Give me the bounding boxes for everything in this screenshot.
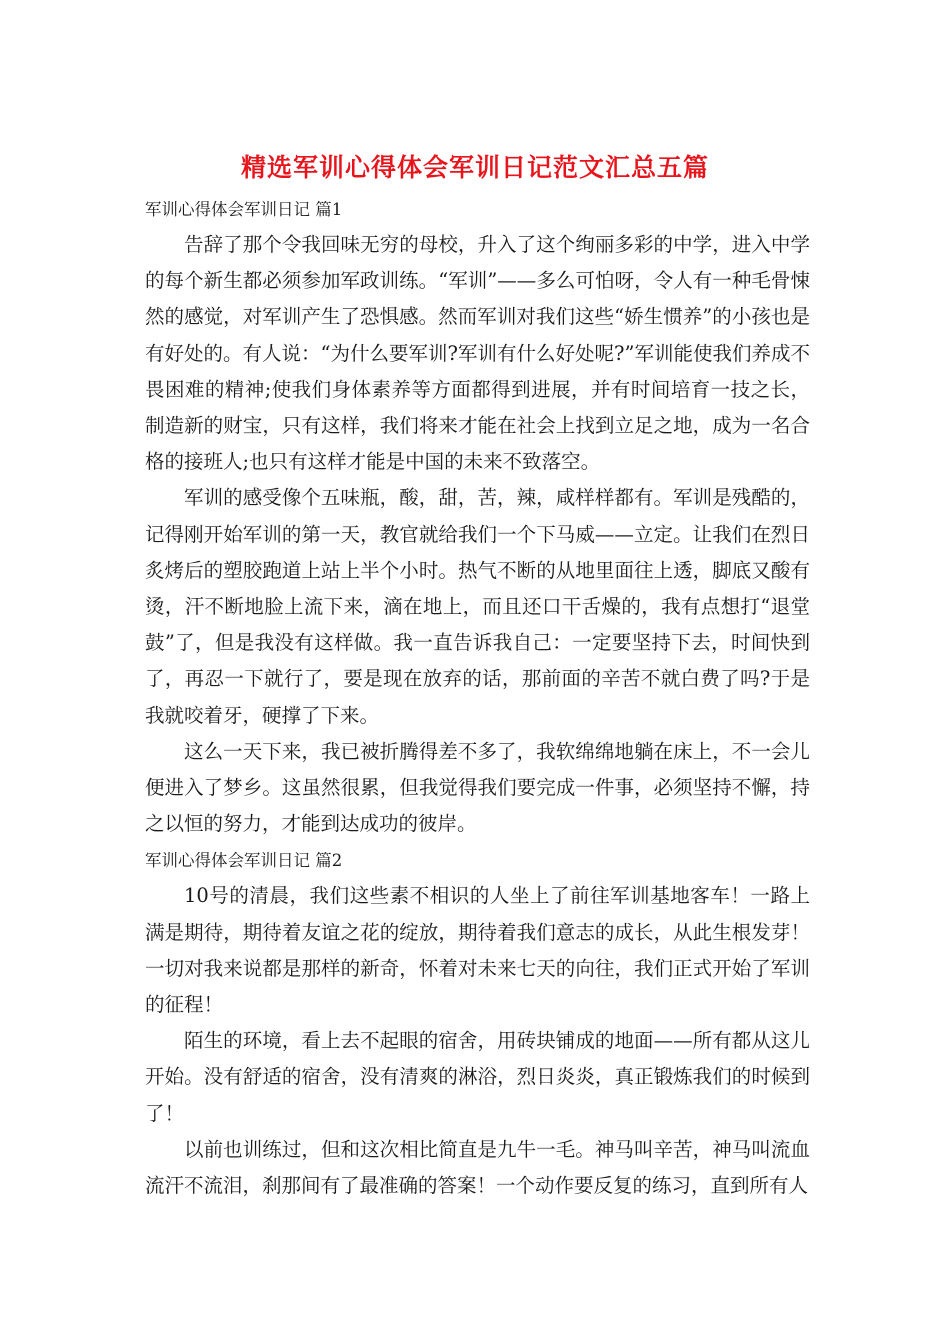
section-body bbox=[145, 878, 810, 1204]
section-heading: 军训心得体会军训日记 篇1 bbox=[145, 200, 343, 219]
section-1 bbox=[145, 197, 810, 842]
section-heading: 军训心得体会军训日记 篇2 bbox=[145, 851, 343, 871]
paragraph: 10号的清晨，我们这些素不相识的人坐上了前往军训基地客车！一路上满是期待，期待着友谊之花的绽放，期待着我们意志的成长，从此生根发芽！一切对我来说都是那样的新奇，怀着对未来七天的向往，我们正式开始了军训的征程！ bbox=[145, 884, 810, 1017]
paragraph: 以前也训练过，但和这次相比简直是九牛一毛。神马叫辛苦，神马叫流血流汗不流泪，刹那间有了最准确的答案！一个动作要反复的练习，直到所有人 bbox=[145, 1137, 810, 1198]
document-title: 精选军训心得体会军训日记范文汇总五篇 bbox=[240, 153, 709, 182]
paragraph: 军训的感受像个五味瓶，酸，甜，苦，辣，咸样样都有。军训是残酷的，记得刚开始军训的第一天，教官就给我们一个下马威——立定。让我们在烈日炙烤后的塑胶跑道上站上半个小时。热气不断的从地里面往上透，脚底又酸有烫，汗不断地脸上流下来，滴在地上，而且还口干舌燥的，我有点想打“退堂鼓”了，但是我没有这样做。我一直告诉我自己：一定要坚持下去，时间快到了，再忍一下就行了，要是现在放弃的话，那前面的辛苦不就白费了吗?于是我就咬着牙，硬撑了下来。 bbox=[145, 486, 810, 727]
document-body bbox=[145, 197, 810, 1204]
paragraph: 这么一天下来，我已被折腾得差不多了，我软绵绵地躺在床上，不一会儿便进入了梦乡。这虽然很累，但我觉得我们要完成一件事，必须坚持不懈，持之以恒的努力，才能到达成功的彼岸。 bbox=[145, 739, 810, 836]
section-2 bbox=[145, 848, 810, 1204]
section-body bbox=[145, 227, 810, 842]
paragraph: 告辞了那个令我回味无穷的母校，升入了这个绚丽多彩的中学，进入中学的每个新生都必须参加军政训练。“军训”——多么可怕呀，令人有一种毛骨悚然的感觉，对军训产生了恐惧感。然而军训对我们这些“娇生惯养”的小孩也是有好处的。有人说：“为什么要军训?军训有什么好处呢?”军训能使我们养成不畏困难的精神;使我们身体素养等方面都得到进展，并有时间培育一技之长，制造新的财宝，只有这样，我们将来才能在社会上找到立足之地，成为一名合格的接班人;也只有这样才能是中国的未来不致落空。 bbox=[145, 233, 810, 474]
paragraph: 陌生的环境，看上去不起眼的宿舍，用砖块铺成的地面——所有都从这儿开始。没有舒适的宿舍，没有清爽的淋浴，烈日炎炎，真正锻炼我们的时候到了！ bbox=[145, 1029, 810, 1125]
